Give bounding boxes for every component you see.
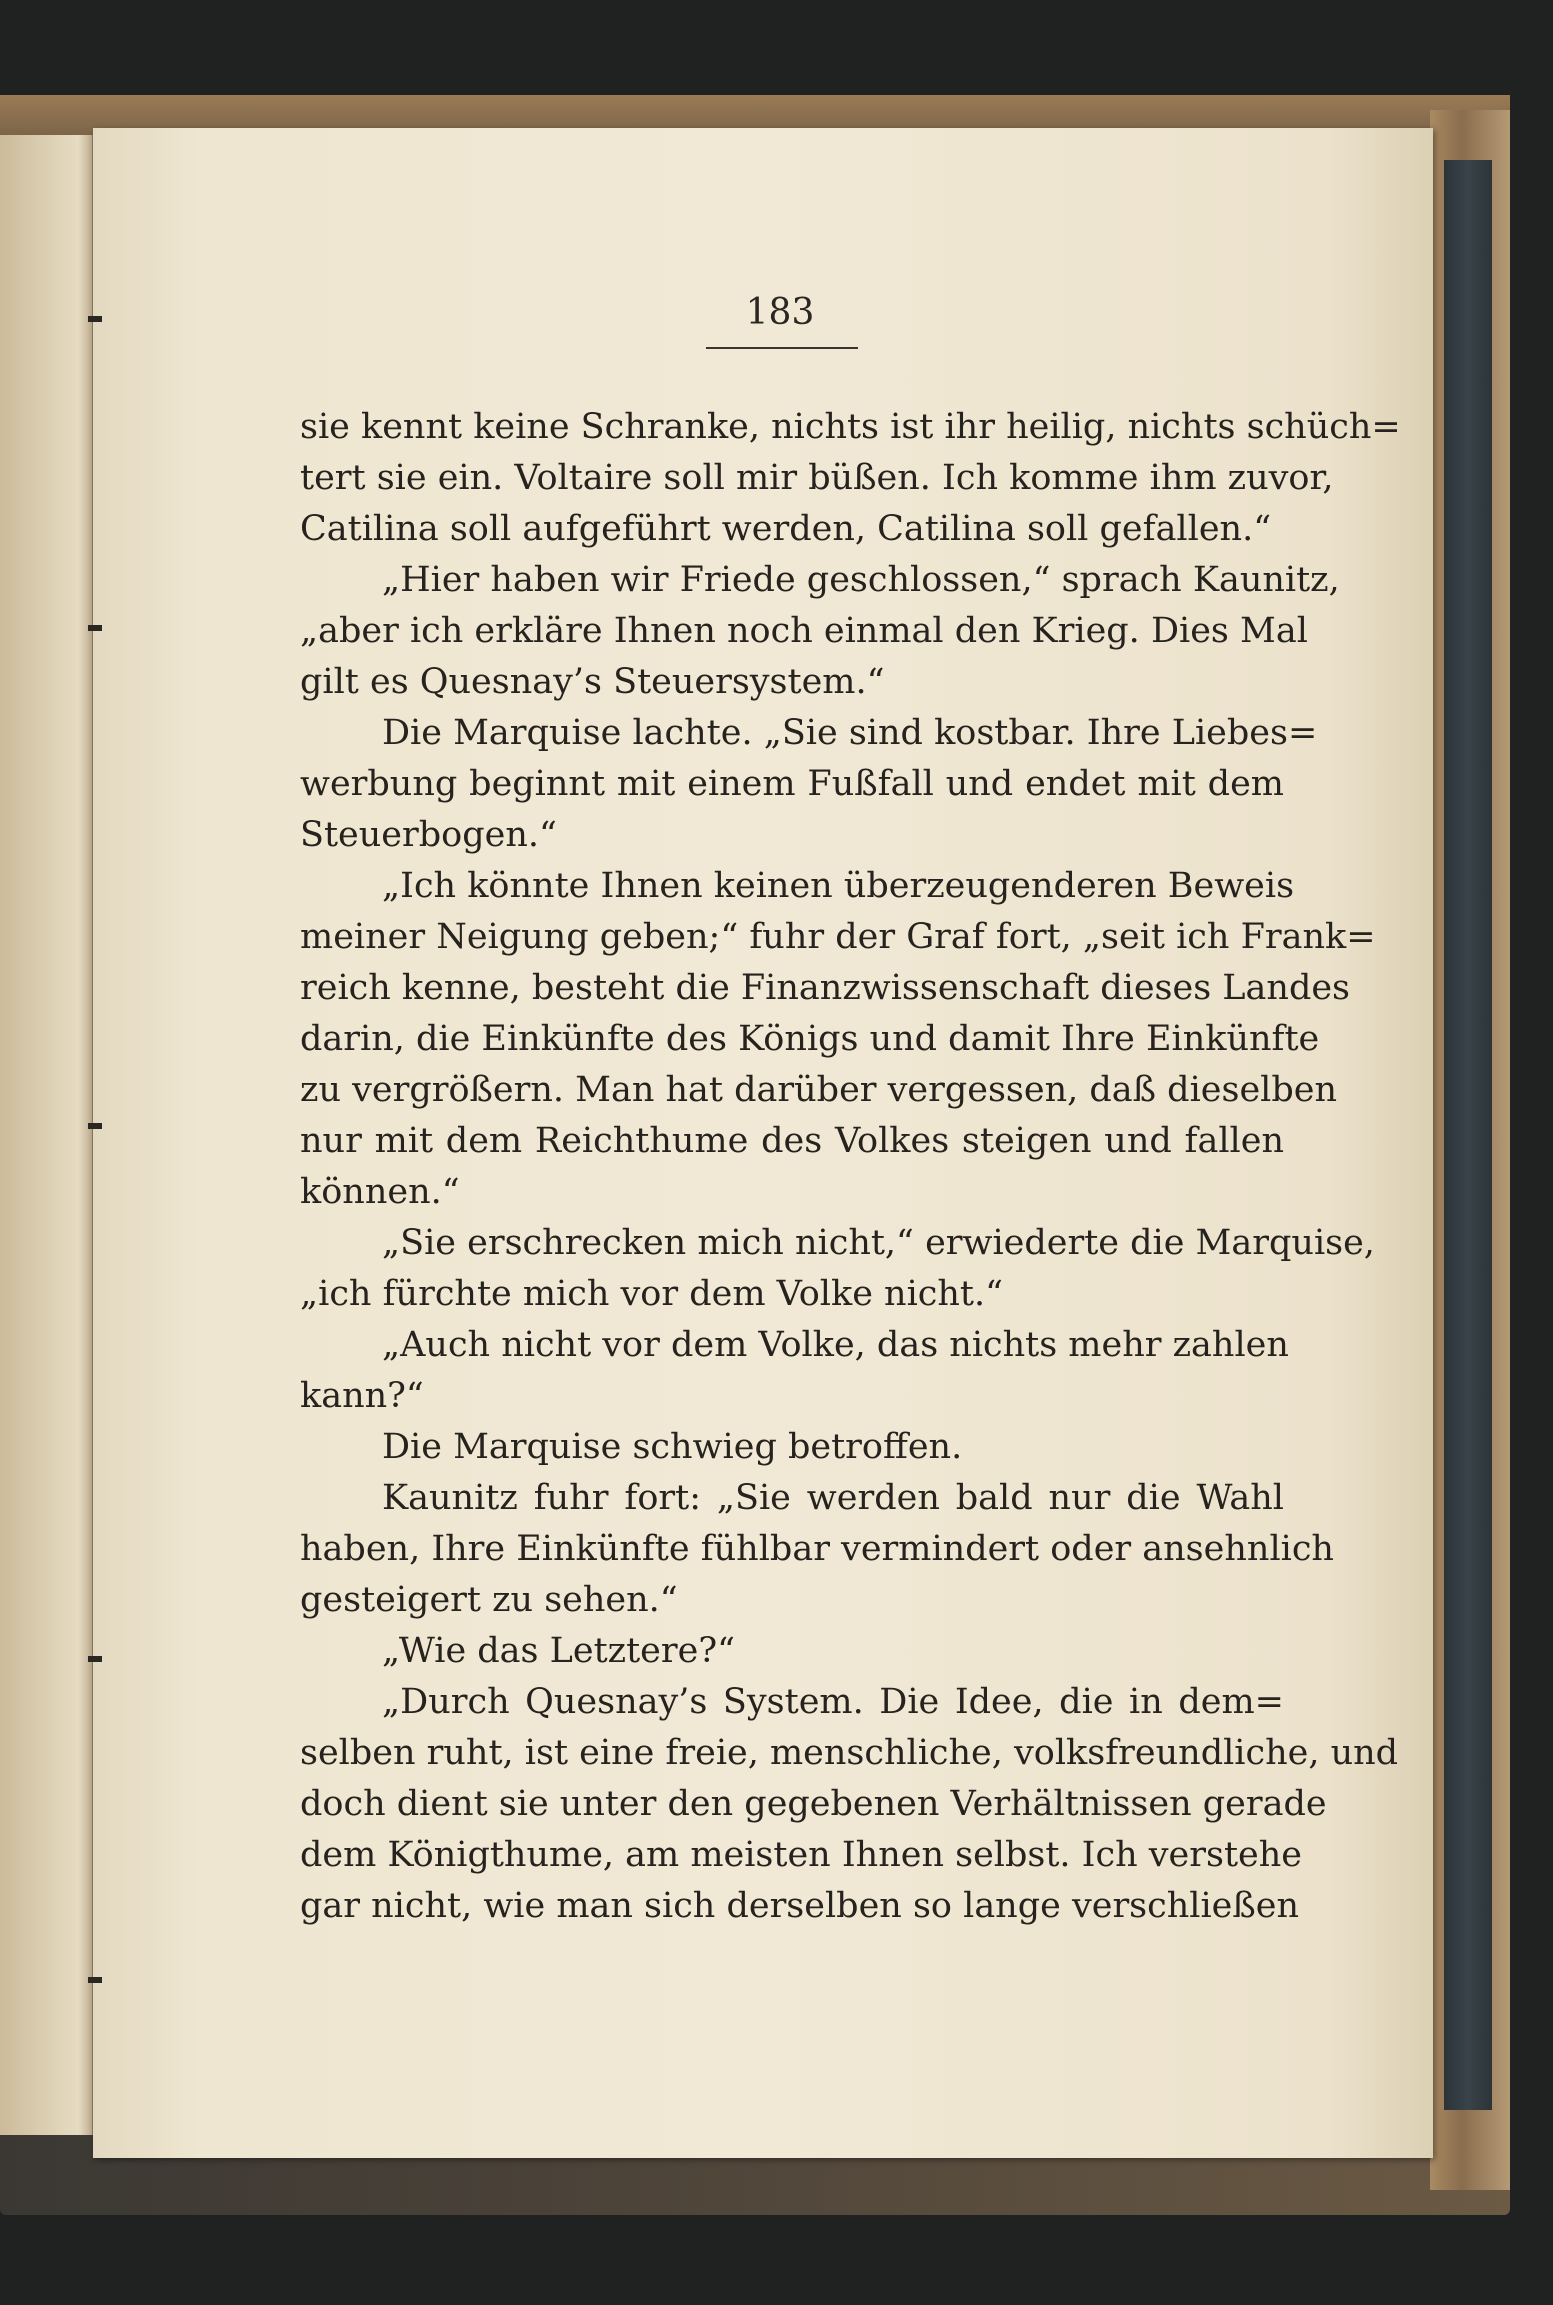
text-line: nur mit dem Reichthume des Volkes steigen und fallen: [300, 1121, 1284, 1161]
page-number-rule: [706, 347, 858, 349]
binding-thread-mark: [88, 1656, 102, 1662]
text-line: dem Königthume, am meisten Ihnen selbst. Ich verstehe: [300, 1835, 1302, 1875]
text-line: „Durch Quesnay’s System. Die Idee, die in dem=: [382, 1682, 1284, 1722]
text-line: Die Marquise lachte. „Sie sind kostbar. Ihre Liebes=: [382, 713, 1318, 753]
text-line: doch dient sie unter den gegebenen Verhältnissen gerade: [300, 1784, 1327, 1824]
text-line: haben, Ihre Einkünfte fühlbar vermindert oder ansehnlich: [300, 1529, 1334, 1569]
binding-thread-mark: [88, 625, 102, 631]
text-line: darin, die Einkünfte des Königs und damit Ihre Einkünfte: [300, 1019, 1320, 1059]
text-line: „Sie erschrecken mich nicht,“ erwiederte die Marquise,: [382, 1223, 1375, 1263]
text-line: reich kenne, besteht die Finanzwissenschaft dieses Landes: [300, 968, 1351, 1008]
text-line: sie kennt keine Schranke, nichts ist ihr heilig, nichts schüch=: [300, 407, 1401, 447]
book-spine: [1444, 160, 1492, 2110]
page-number: 183: [745, 292, 815, 333]
page-number-container: [1, 292, 1553, 333]
previous-page-edge: [0, 135, 94, 2135]
text-line: gar nicht, wie man sich derselben so lange verschließen: [300, 1886, 1300, 1926]
text-line: „ich fürchte mich vor dem Volke nicht.“: [300, 1274, 1003, 1314]
text-line: selben ruht, ist eine freie, menschliche, volksfreundliche, und: [300, 1733, 1399, 1773]
text-line: können.“: [300, 1172, 460, 1212]
text-line: Die Marquise schwieg betroffen.: [382, 1427, 963, 1467]
text-line: zu vergrößern. Man hat darüber vergessen, daß dieselben: [300, 1070, 1338, 1110]
body-text: [300, 402, 1401, 1932]
text-line: gesteigert zu sehen.“: [300, 1580, 678, 1620]
text-line: „Wie das Letztere?“: [382, 1631, 735, 1671]
text-line: kann?“: [300, 1376, 424, 1416]
binding-thread-mark: [88, 1977, 102, 1983]
text-line: Kaunitz fuhr fort: „Sie werden bald nur die Wahl: [382, 1478, 1284, 1518]
text-line: meiner Neigung geben;“ fuhr der Graf fort, „seit ich Frank=: [300, 917, 1376, 957]
text-line: „Ich könnte Ihnen keinen überzeugenderen Beweis: [382, 866, 1295, 906]
text-line: Steuerbogen.“: [300, 815, 557, 855]
text-line: Catilina soll aufgeführt werden, Catilina soll gefallen.“: [300, 509, 1272, 549]
text-line: „aber ich erkläre Ihnen noch einmal den Krieg. Dies Mal: [300, 611, 1308, 651]
text-line: tert sie ein. Voltaire soll mir büßen. Ich komme ihm zuvor,: [300, 458, 1334, 498]
text-line: „Hier haben wir Friede geschlossen,“ sprach Kaunitz,: [382, 560, 1340, 600]
text-line: „Auch nicht vor dem Volke, das nichts mehr zahlen: [382, 1325, 1289, 1365]
binding-thread-mark: [88, 1123, 102, 1129]
text-line: werbung beginnt mit einem Fußfall und endet mit dem: [300, 764, 1284, 804]
text-line: gilt es Quesnay’s Steuersystem.“: [300, 662, 885, 702]
